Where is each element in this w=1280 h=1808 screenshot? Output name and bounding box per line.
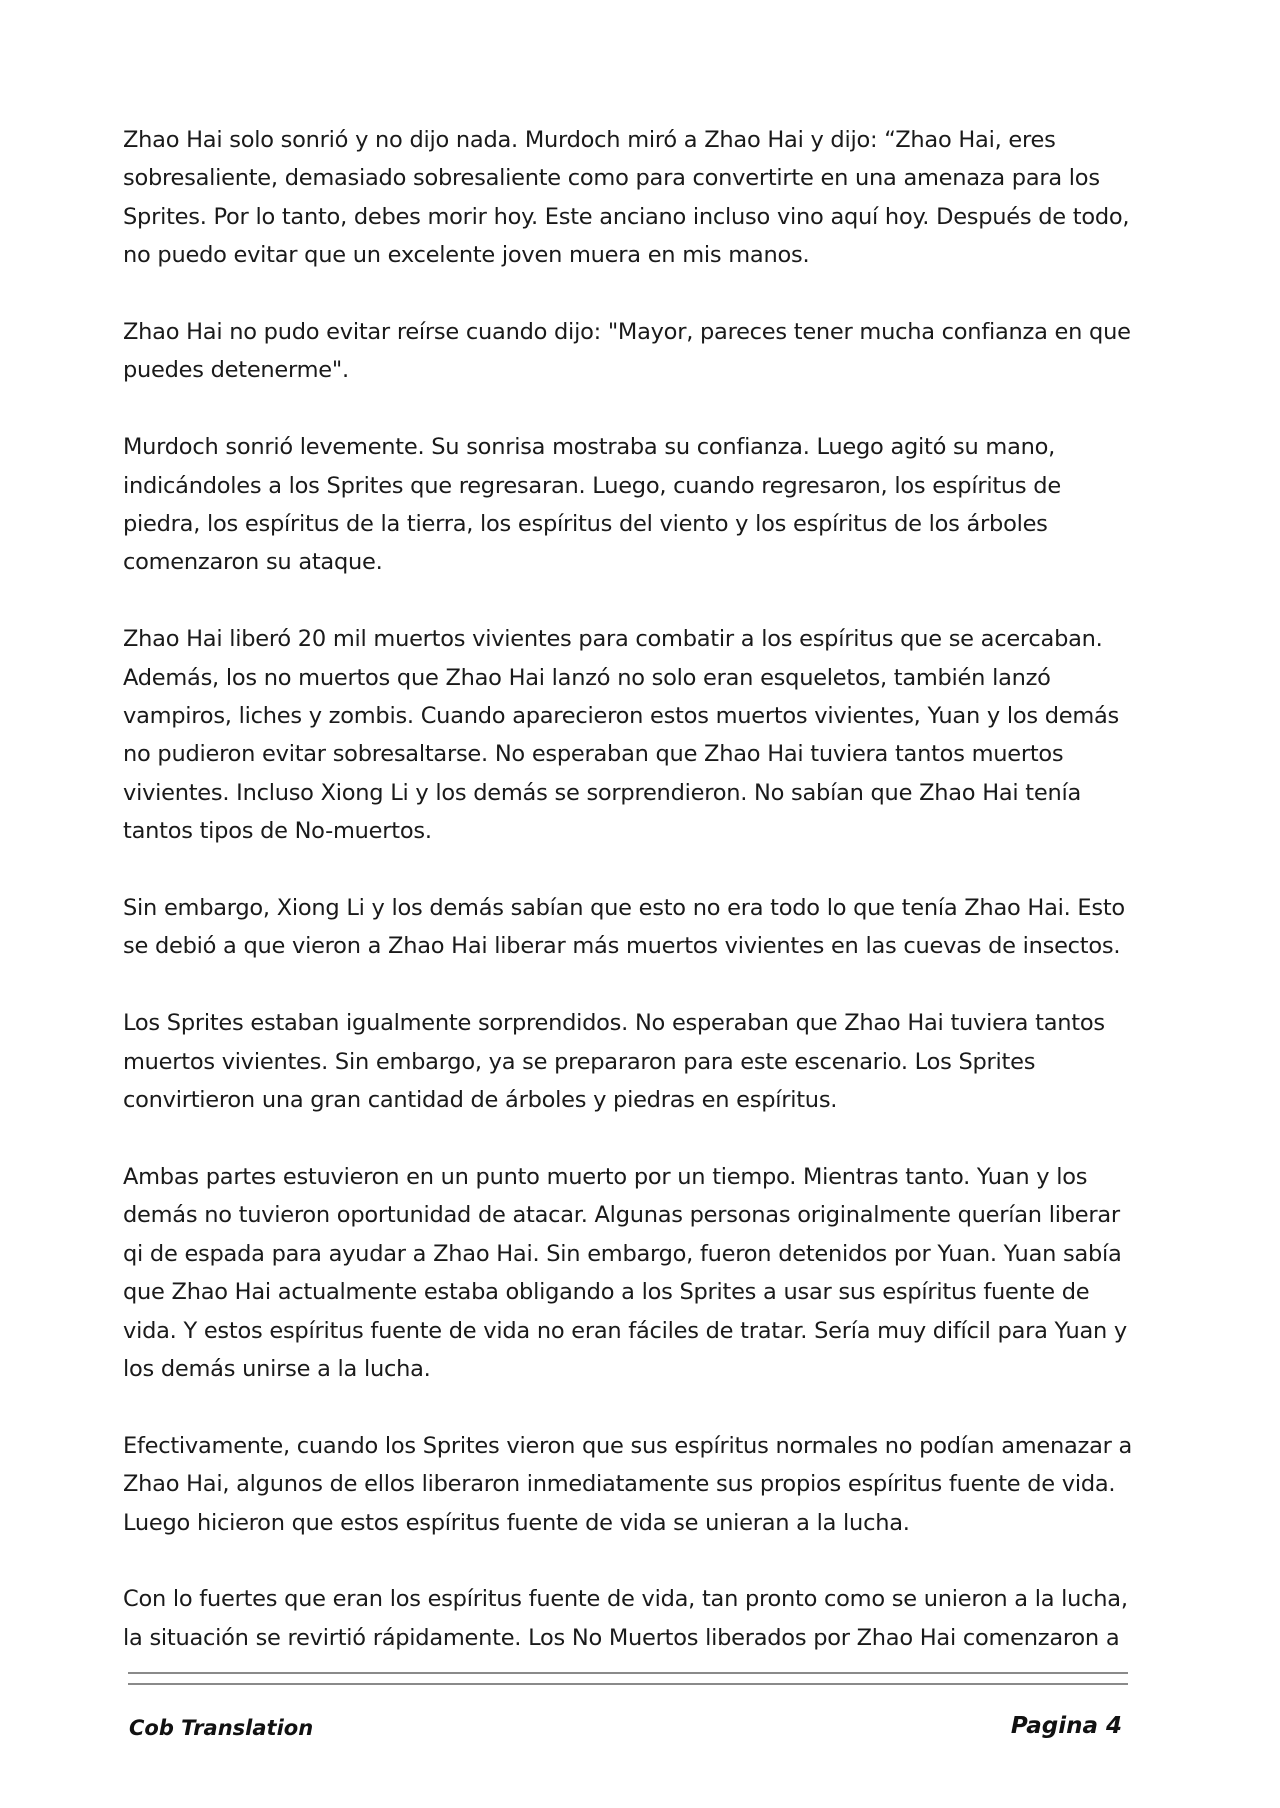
paragraph-4: Zhao Hai liberó 20 mil muertos vivientes para combatir a los espíritus que se acercaban. Además, los no muertos que Zhao Hai lanzó no solo eran esqueletos, también lanzó vampiros, liches y zombis. Cuando aparecieron estos muertos vivientes, Yuan y los demás no pudieron evitar sobresaltarse. No esperaban que Zhao Hai tuviera tantos muertos vivientes. Incluso Xiong Li y los demás se sorprendieron. No sabían que Zhao Hai tenía tantos tipos de No-muertos.	[123, 626, 1120, 845]
paragraph-7: Ambas partes estuvieron en un punto muerto por un tiempo. Mientras tanto. Yuan y los demás no tuvieron oportunidad de atacar. Algunas personas originalmente querían liberar qi de espada para ayudar a Zhao Hai. Sin embargo, fueron detenidos por Yuan. Yuan sabía que Zhao Hai actualmente estaba obligando a los Sprites a usar sus espíritus fuente de vida. Y estos espíritus fuente de vida no eran fáciles de tratar. Sería muy difícil para Yuan y los demás unirse a la lucha.	[123, 1163, 1127, 1382]
paragraph-5: Sin embargo, Xiong Li y los demás sabían que esto no era todo lo que tenía Zhao Hai. Esto se debió a que vieron a Zhao Hai liberar más muertos vivientes en las cuevas de insectos.	[123, 895, 1125, 960]
footer-publisher: Cob Translation	[129, 1716, 314, 1740]
paragraph-1: Zhao Hai solo sonrió y no dijo nada. Murdoch miró a Zhao Hai y dijo: “Zhao Hai, eres sobresaliente, demasiado sobresaliente como para convertirte en una amenaza para los Sprites. Por lo tanto, debes morir hoy. Este anciano incluso vino aquí hoy. Después de todo, no puedo evitar que un excelente joven muera en mis manos.	[123, 127, 1130, 269]
footer-page-number: Pagina 4	[1010, 1713, 1122, 1739]
footer-divider-bottom	[128, 1683, 1128, 1685]
paragraph-9: Con lo fuertes que eran los espíritus fuente de vida, tan pronto como se unieron a la lucha, la situación se revirtió rápidamente. Los No Muertos liberados por Zhao Hai comenzaron a	[123, 1586, 1128, 1651]
body-text	[123, 121, 1138, 1696]
footer-divider-top	[128, 1672, 1128, 1674]
paragraph-6: Los Sprites estaban igualmente sorprendidos. No esperaban que Zhao Hai tuviera tantos muertos vivientes. Sin embargo, ya se prepararon para este escenario. Los Sprites convirtieron una gran cantidad de árboles y piedras en espíritus.	[123, 1010, 1105, 1114]
paragraph-2: Zhao Hai no pudo evitar reírse cuando dijo: "Mayor, pareces tener mucha confianza en que puedes detenerme".	[123, 319, 1131, 384]
paragraph-3: Murdoch sonrió levemente. Su sonrisa mostraba su confianza. Luego agitó su mano, indicándoles a los Sprites que regresaran. Luego, cuando regresaron, los espíritus de piedra, los espíritus de la tierra, los espíritus del viento y los espíritus de los árboles comenzaron su ataque.	[123, 434, 1061, 576]
paragraph-8: Efectivamente, cuando los Sprites vieron que sus espíritus normales no podían amenazar a Zhao Hai, algunos de ellos liberaron inmediatamente sus propios espíritus fuente de vida. Luego hicieron que estos espíritus fuente de vida se unieran a la lucha.	[123, 1432, 1133, 1536]
